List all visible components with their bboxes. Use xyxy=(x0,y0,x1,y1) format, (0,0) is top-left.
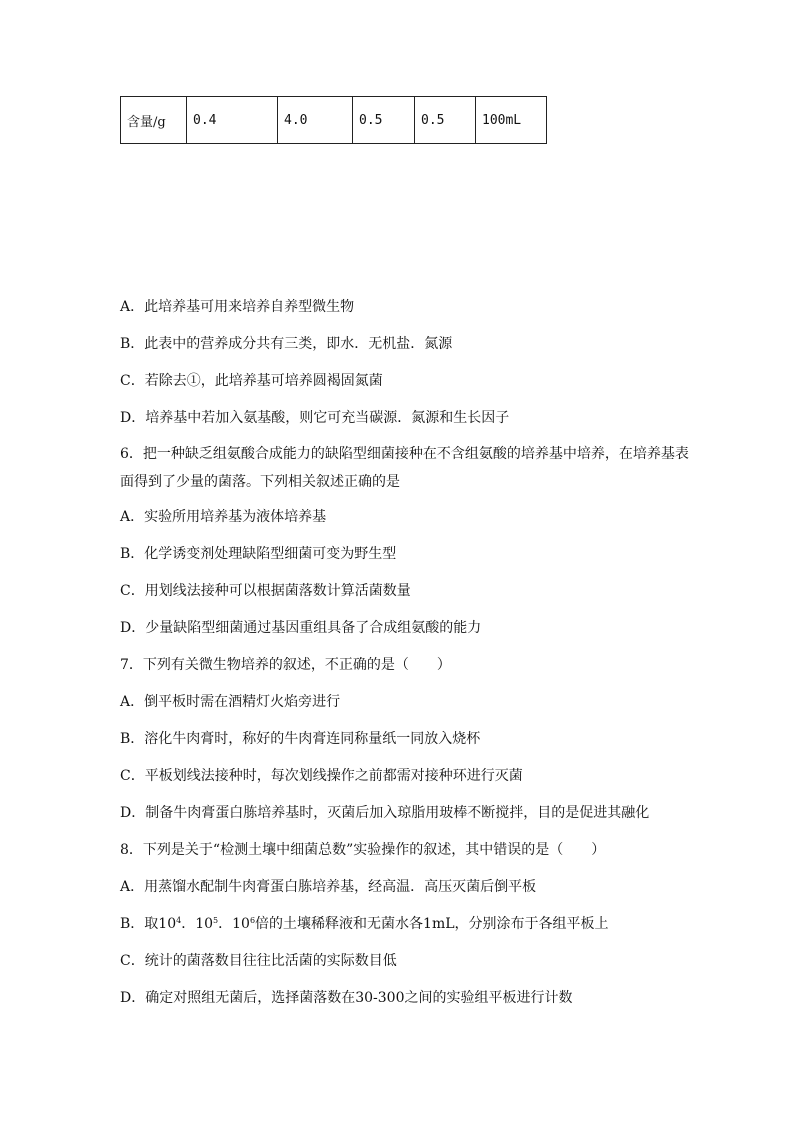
table-cell: 4.0 xyxy=(278,97,353,144)
table-row xyxy=(121,97,547,144)
q8-b-text: ．10 xyxy=(181,916,214,932)
q8-option-a: A．用蒸馏水配制牛肉膏蛋白胨培养基，经高温．高压灭菌后倒平板 xyxy=(120,879,537,895)
q5-option-b: B．此表中的营养成分共有三类，即水．无机盐．氮源 xyxy=(120,336,453,352)
q5-option-a: A．此培养基可用来培养自养型微生物 xyxy=(120,299,355,315)
medium-composition-table xyxy=(120,96,547,144)
exponent: 5 xyxy=(213,916,219,925)
table-cell: 100mL xyxy=(476,97,547,144)
q7-stem: 7．下列有关微生物培养的叙述，不正确的是（ ） xyxy=(120,657,451,673)
q6-option-a: A．实验所用培养基为液体培养基 xyxy=(120,509,327,525)
q7-option-b: B．溶化牛肉膏时，称好的牛肉膏连同称量纸一同放入烧杯 xyxy=(120,731,481,747)
q7-option-d: D．制备牛肉膏蛋白胨培养基时，灭菌后加入琼脂用玻棒不断搅拌，目的是促进其融化 xyxy=(120,805,650,821)
q8-b-prefix: B．取10 xyxy=(120,916,177,932)
q6-option-b: B．化学诱变剂处理缺陷型细菌可变为野生型 xyxy=(120,546,397,562)
q7-option-a: A．倒平板时需在酒精灯火焰旁进行 xyxy=(120,694,341,710)
q6-option-d: D．少量缺陷型细菌通过基因重组具备了合成组氨酸的能力 xyxy=(120,620,482,636)
q8-option-b xyxy=(120,914,690,934)
q8-b-text: ．10 xyxy=(218,916,250,932)
q6-option-c: C．用划线法接种可以根据菌落数计算活菌数量 xyxy=(120,583,411,599)
table-cell: 含量/g xyxy=(121,97,187,144)
table-cell: 0.4 xyxy=(187,97,278,144)
q8-stem: 8．下列是关于“检测土壤中细菌总数”实验操作的叙述，其中错误的是（ ） xyxy=(120,842,606,858)
q8-option-d: D．确定对照组无菌后，选择菌落数在30-300之间的实验组平板进行计数 xyxy=(120,990,573,1006)
q8-option-c: C．统计的菌落数目往往比活菌的实际数目低 xyxy=(120,953,397,969)
table-cell: 0.5 xyxy=(415,97,476,144)
q7-option-c: C．平板划线法接种时，每次划线操作之前都需对接种环进行灭菌 xyxy=(120,768,523,784)
q8-b-suffix: 倍的土壤稀释液和无菌水各1mL，分别涂布于各组平板上 xyxy=(255,916,609,932)
q5-option-c: C．若除去①，此培养基可培养圆褐固氮菌 xyxy=(120,373,383,389)
exponent: 4 xyxy=(176,916,182,925)
table-cell: 0.5 xyxy=(353,97,415,144)
exponent: 6 xyxy=(249,916,256,925)
q6-stem: 6．把一种缺乏组氨酸合成能力的缺陷型细菌接种在不含组氨酸的培养基中培养，在培养基表面得到了少量的菌落。下列相关叙述正确的是 xyxy=(120,446,689,490)
q5-option-d: D．培养基中若加入氨基酸，则它可充当碳源．氮源和生长因子 xyxy=(120,410,510,426)
